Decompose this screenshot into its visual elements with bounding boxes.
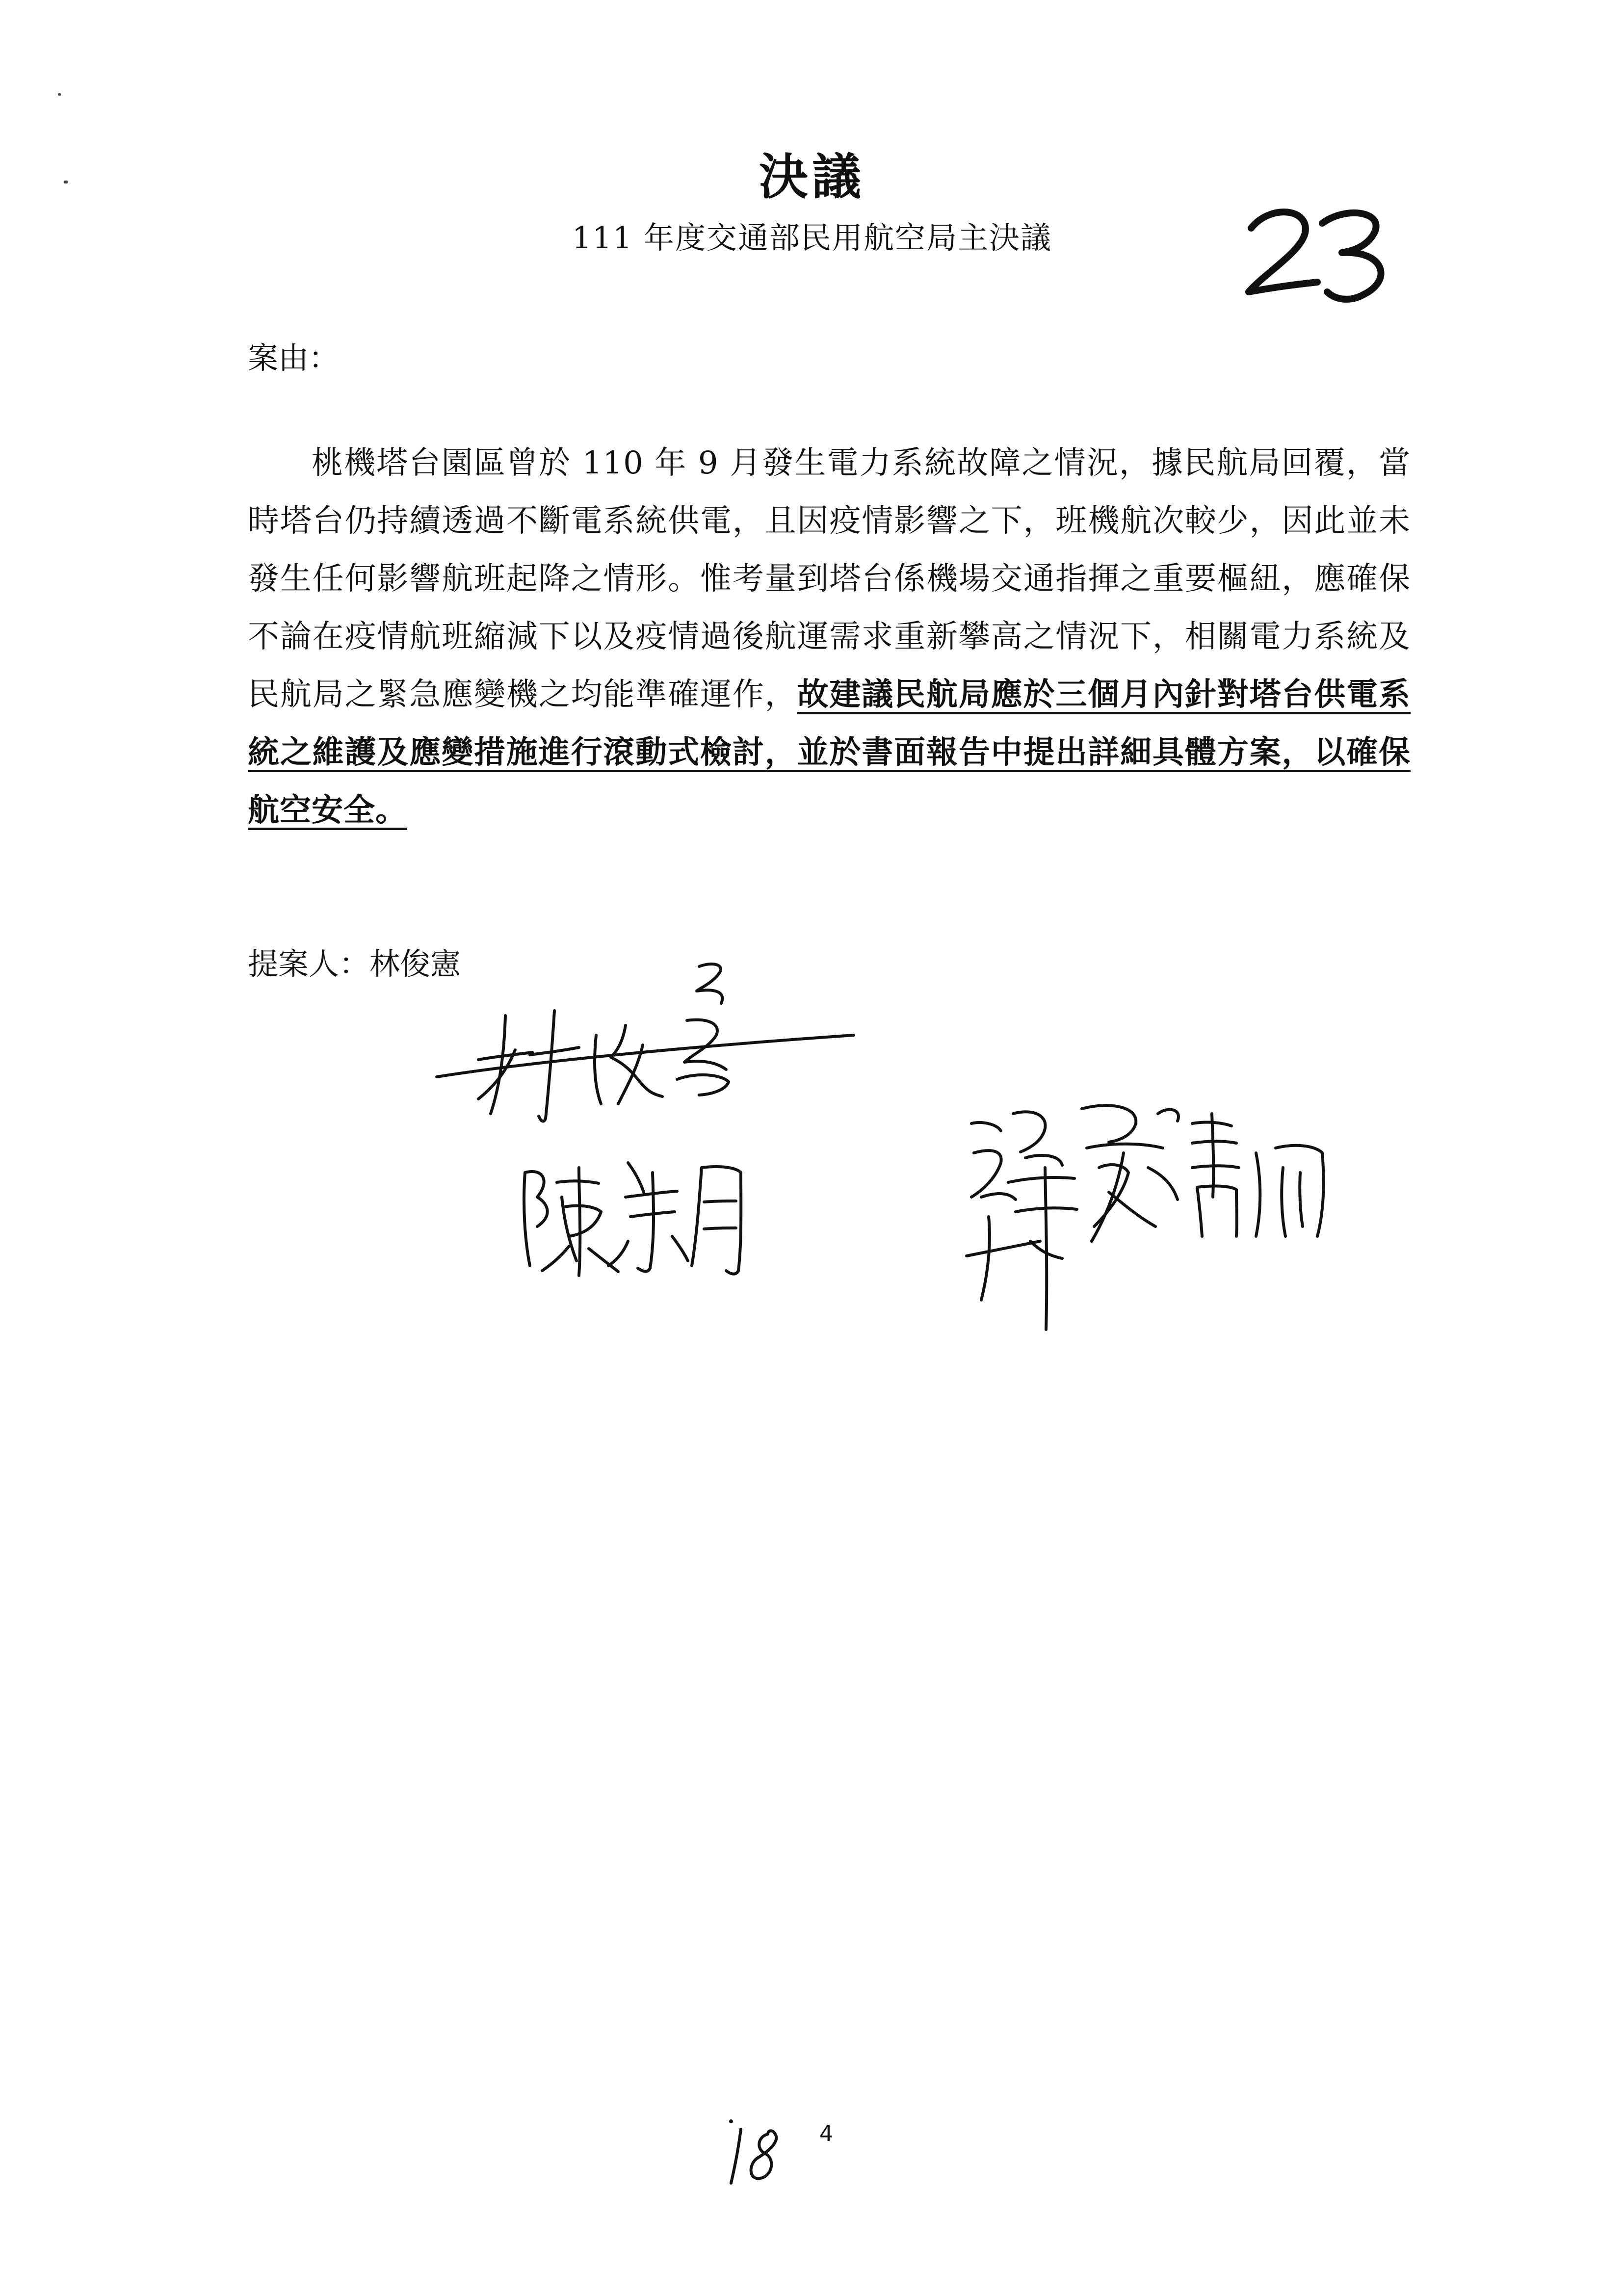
handwritten-page-number-drawing <box>721 2114 800 2188</box>
handwritten-number <box>1236 194 1398 312</box>
page-number: 4 <box>819 2121 833 2146</box>
scan-speck <box>58 93 61 96</box>
document-title: 決議 <box>759 148 865 206</box>
signature-2-drawing <box>515 1143 770 1290</box>
signature-3 <box>962 1094 1344 1349</box>
case-body-text: 桃機塔台園區曾於 110 年 9 月發生電力系統故障之情況，據民航局回覆，當時塔台仍持續透過不斷電系統供電，且因疫情影響之下，班機航次較少，因此並未發生任何影響航班起降之情形。惟考量到塔台係機場交通指揮之重要樞紐，應確保不論在疫情航班縮減下以及疫情過後航運需求重新攀高之情況下，相關電力系統及民航局之緊急應變機之均能準確運作， <box>248 445 1411 713</box>
document-subtitle: 111 年度交通部民用航空局主決議 <box>572 220 1052 256</box>
case-recommendation: 故建議民航局應於三個月內針對塔台供電系統之維護及應變措施進行滾動式檢討，並於書面報告中提出詳細具體方案，以確保航空安全。 <box>248 676 1411 829</box>
case-label: 案由： <box>248 340 340 376</box>
signature-1-drawing <box>432 957 913 1153</box>
handwritten-page-number <box>721 2114 800 2188</box>
signature-2 <box>515 1143 770 1290</box>
handwritten-number-drawing <box>1236 194 1398 312</box>
signature-1 <box>432 957 913 1153</box>
signature-3-drawing <box>962 1094 1344 1349</box>
case-body <box>248 434 1411 839</box>
proposer-line: 提案人：林俊憲 <box>248 946 461 982</box>
